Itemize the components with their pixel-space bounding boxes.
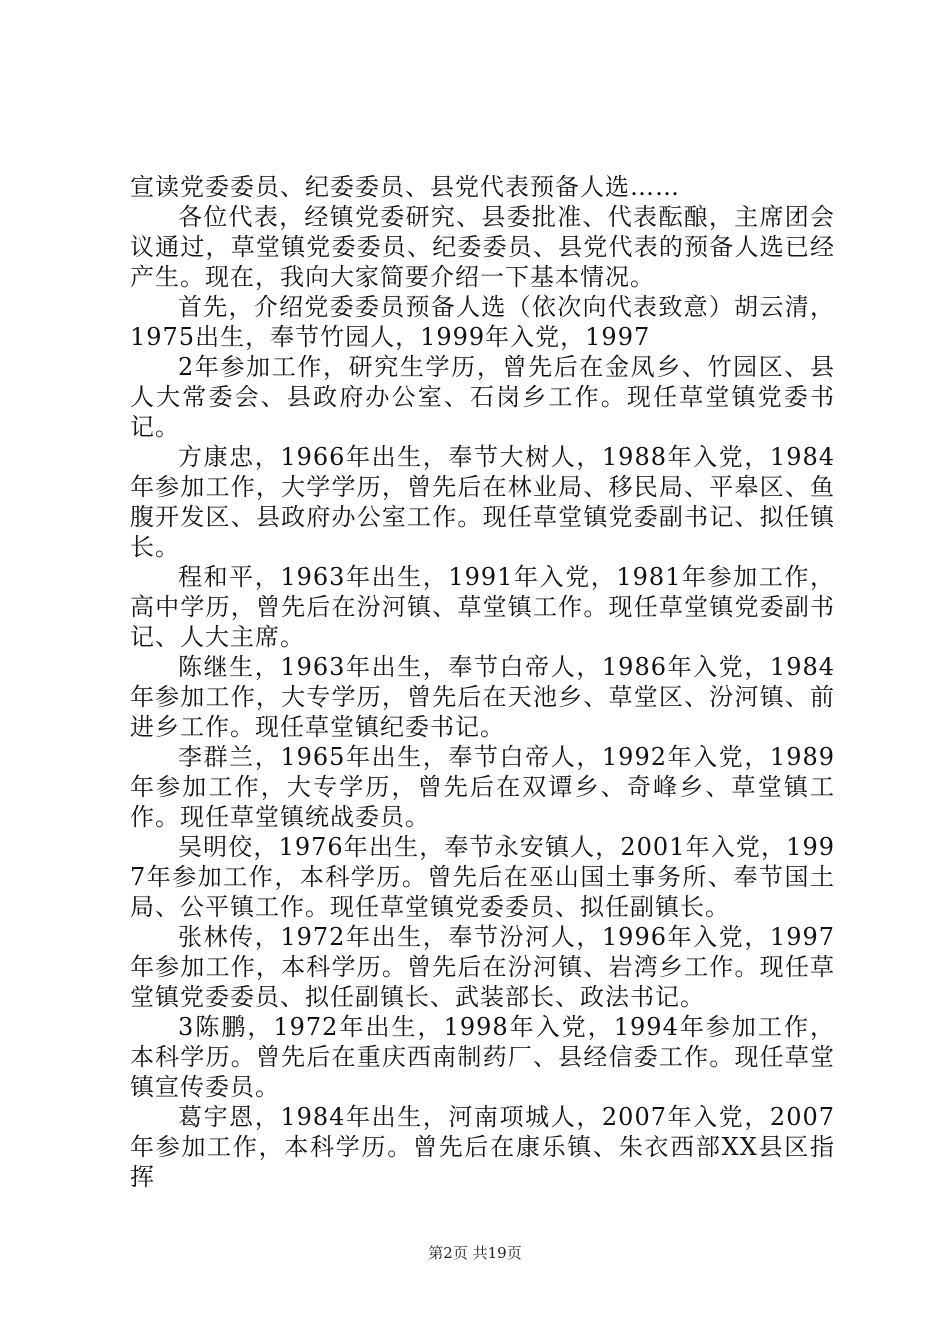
paragraph-intro: 宣读党委委员、纪委委员、县党代表预备人选…… [130, 173, 680, 201]
paragraph-candidate-chen-jisheng: 陈继生，1963年出生，奉节白帝人，1986年入党，1984年参加工作，大专学历，曾先后在天池乡、草堂区、汾河镇、前进乡工作。现任草堂镇纪委书记。 [130, 653, 835, 741]
paragraph-candidate-zhang: 张林传，1972年出生，奉节汾河人，1996年入党，1997年参加工作，本科学历。曾先后在汾河镇、岩湾乡工作。现任草堂镇党委委员、拟任副镇长、武装部长、政法书记。 [130, 923, 835, 1011]
paragraph-candidate-ge: 葛宇恩，1984年出生，河南项城人，2007年入党，2007年参加工作，本科学历。曾先后在康乐镇、朱衣西部XX县区指挥 [130, 1103, 835, 1191]
paragraph-candidate-wu: 吴明佼，1976年出生，奉节永安镇人，2001年入党，1997年参加工作，本科学历。曾先后在巫山国土事务所、奉节国土局、公平镇工作。现任草堂镇党委委员、拟任副镇长。 [130, 833, 835, 921]
paragraph-candidate-chen-peng: 3陈鹏，1972年出生，1998年入党，1994年参加工作，本科学历。曾先后在重庆西南制药厂、县经信委工作。现任草堂镇宣传委员。 [130, 1013, 835, 1101]
paragraph-candidate-hu-part2: 2年参加工作，研究生学历，曾先后在金凤乡、竹园区、县人大常委会、县政府办公室、石岗乡工作。现任草堂镇党委书记。 [130, 353, 835, 441]
paragraph-candidate-hu-part1: 首先，介绍党委委员预备人选（依次向代表致意）胡云清，1975出生，奉节竹园人，1999年入党，1997 [130, 293, 835, 351]
document-body [130, 172, 835, 1192]
page-number-footer: 第2页 共19页 [428, 1244, 522, 1262]
paragraph-candidate-fang: 方康忠，1966年出生，奉节大树人，1988年入党，1984年参加工作，大学学历，曾先后在林业局、移民局、平皋区、鱼腹开发区、县政府办公室工作。现任草堂镇党委副书记、拟任镇长。 [130, 443, 835, 561]
paragraph-opening: 各位代表，经镇党委研究、县委批准、代表酝酿，主席团会议通过，草堂镇党委委员、纪委委员、县党代表的预备人选已经产生。现在，我向大家简要介绍一下基本情况。 [130, 203, 835, 291]
paragraph-candidate-li: 李群兰，1965年出生，奉节白帝人，1992年入党，1989年参加工作，大专学历，曾先后在双谭乡、奇峰乡、草堂镇工作。现任草堂镇统战委员。 [130, 743, 835, 831]
paragraph-candidate-cheng: 程和平，1963年出生，1991年入党，1981年参加工作，高中学历，曾先后在汾河镇、草堂镇工作。现任草堂镇党委副书记、人大主席。 [130, 563, 835, 651]
